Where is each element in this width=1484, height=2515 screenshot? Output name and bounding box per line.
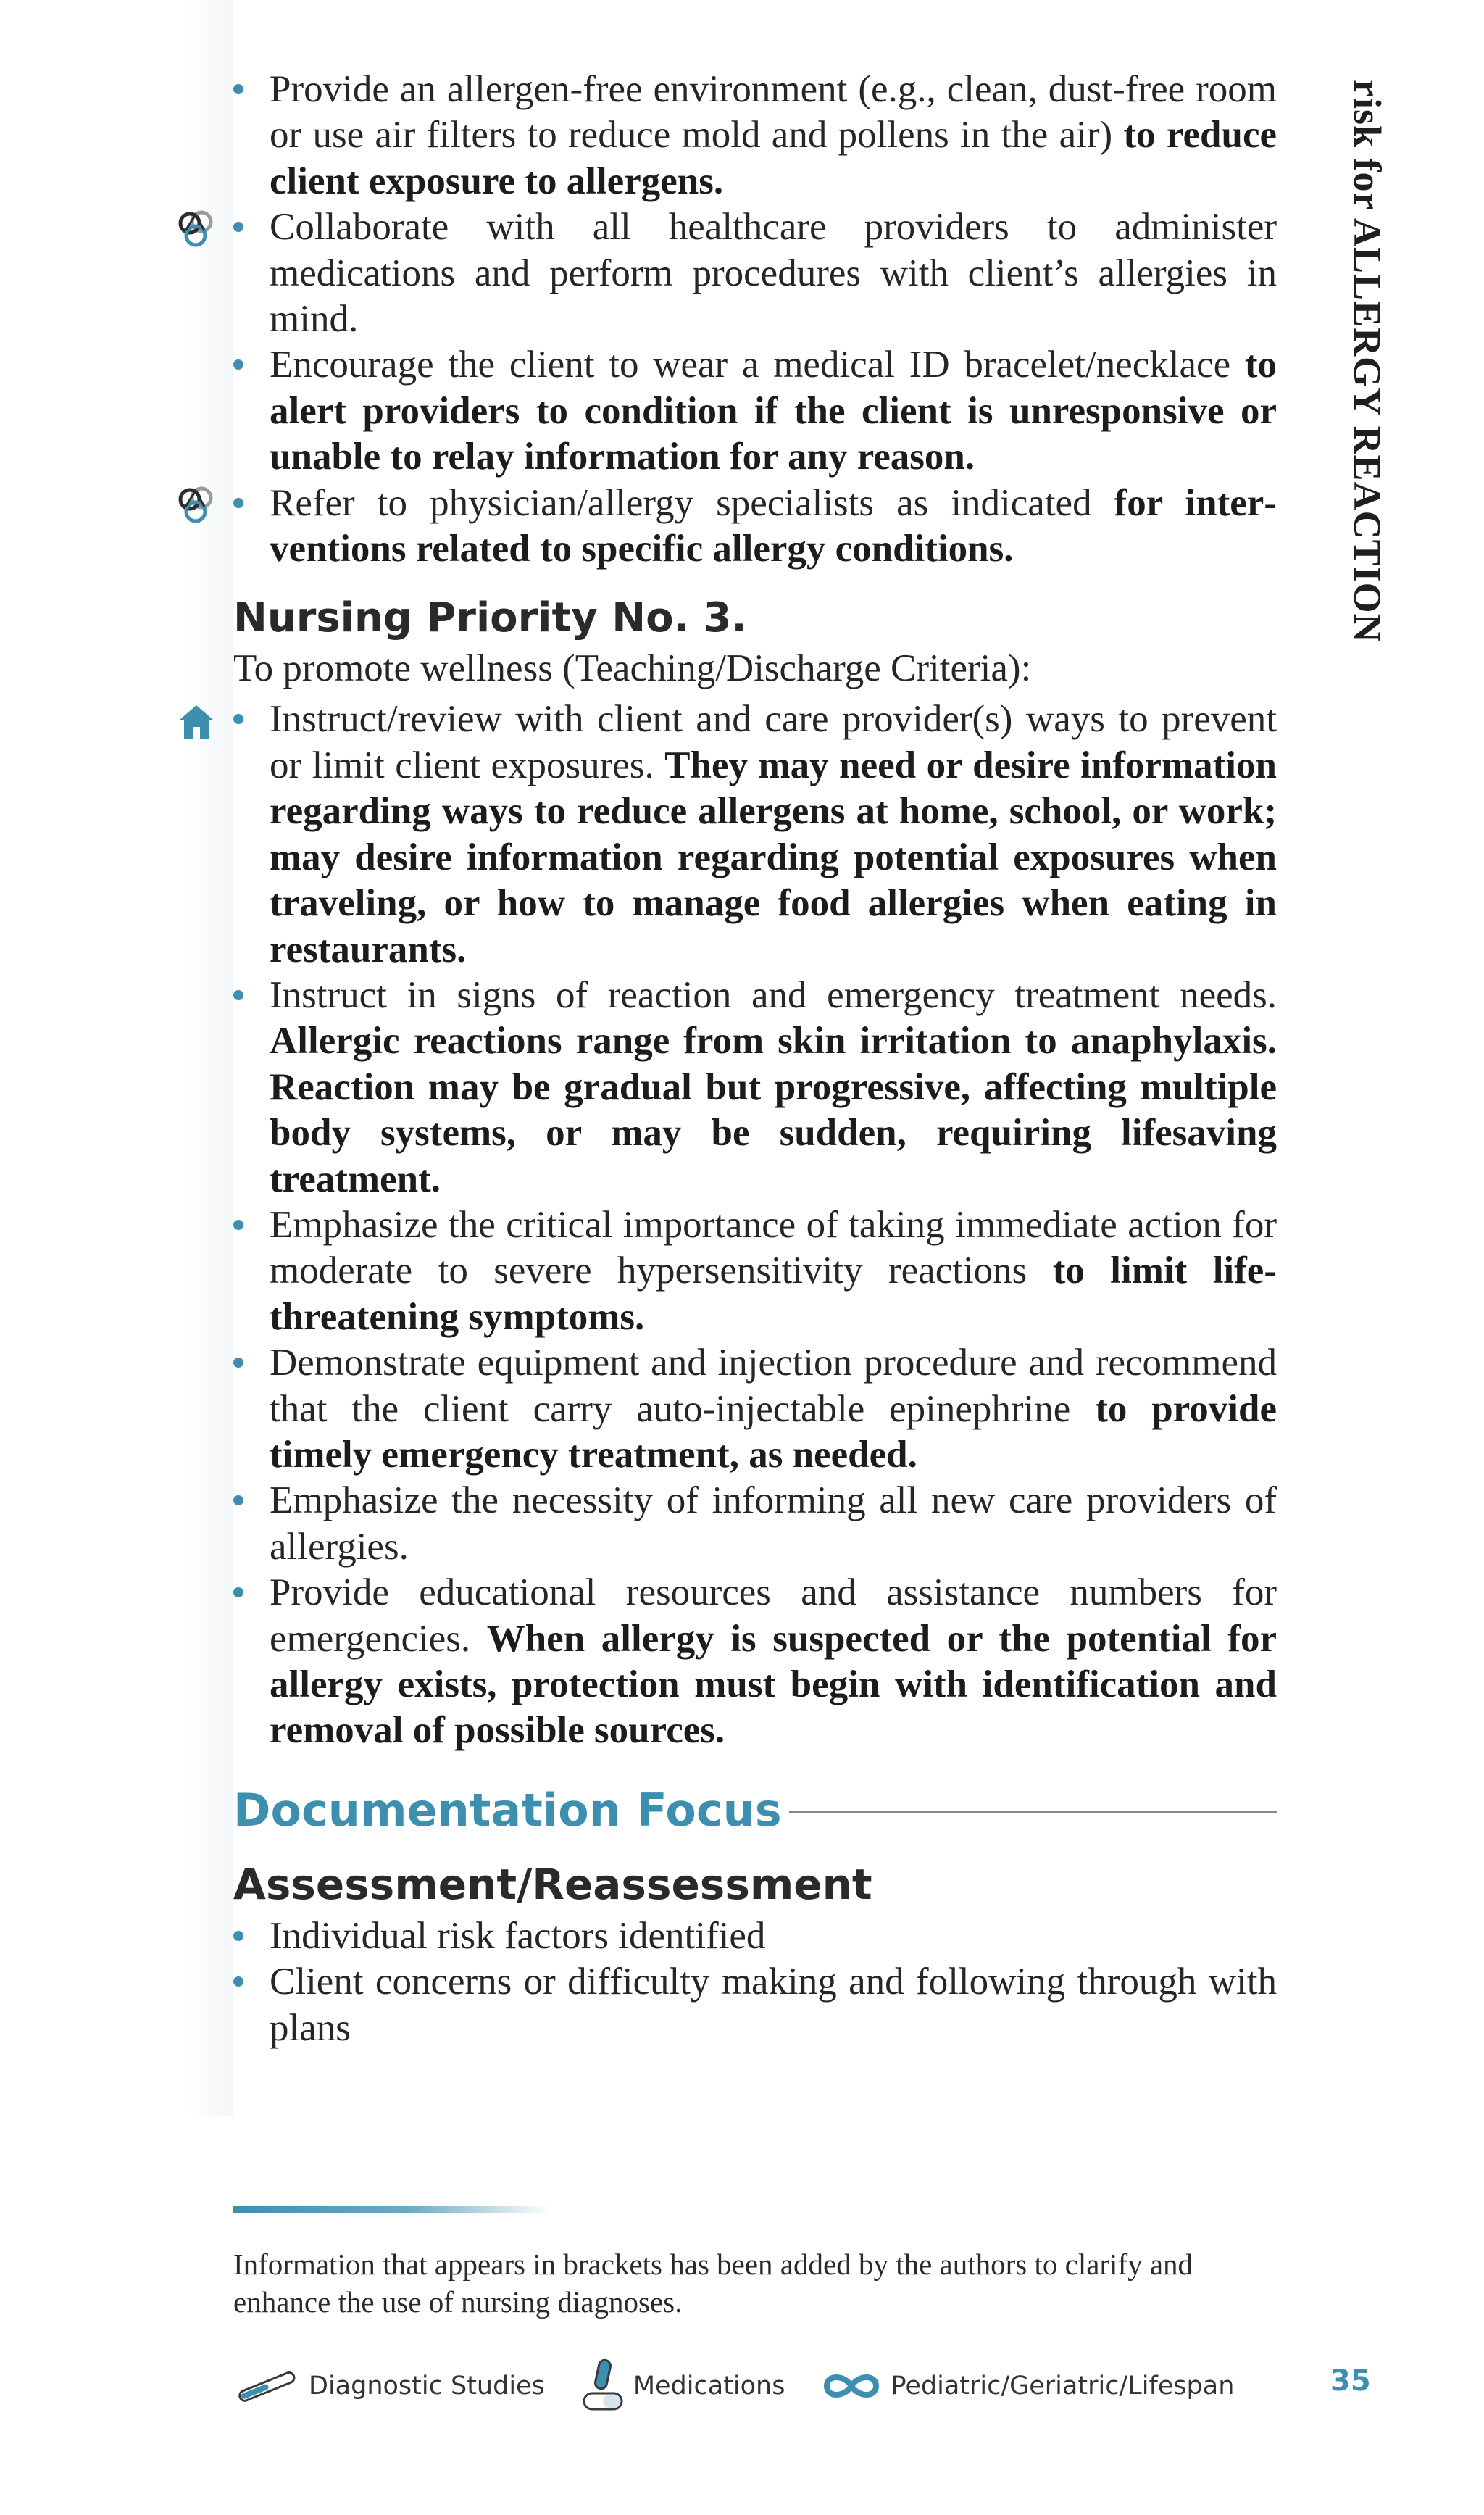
legend-lifespan [821,2370,1234,2402]
legend-diagnostic-label: Diagnostic Studies [309,2371,545,2400]
list-item [233,67,1277,204]
intervention-text: Provide educational resources and assistance numbers for emergencies. [270,1571,1277,1660]
legend-lifespan-label: Pediatric/Geriatric/Lifespan [891,2371,1235,2400]
rationale-text: When allergy is suspected or the potential for allergy exists, protection must begin with identification and removal of possible sources. [270,1617,1277,1752]
list-item [233,1202,1277,1340]
home-care-icon [175,701,217,743]
rationale-text: to provide timely emergency treatment, as needed. [270,1387,1277,1476]
list-item [233,1570,1277,1754]
rationale-text: They may need or desire information regarding ways to reduce allergens at home, school, or work; may desire information regarding potential exposures when traveling, or how to manage food allergies when eating in restaurants. [270,744,1277,970]
icon-legend [233,2357,1270,2415]
pill-icon [581,2357,625,2415]
intervention-text: Instruct in signs of reaction and emergency treatment needs. [270,973,1277,1016]
heading-rule [789,1811,1277,1813]
infinity-icon [821,2370,882,2402]
list-item [233,1913,1277,1959]
list-item [233,204,1277,342]
intervention-text: Collaborate with all healthcare providers to administer medications and perform procedures with client’s allergies in mind. [270,206,1277,341]
list-item [233,1959,1277,2051]
syringe-test-tube-icon [233,2368,300,2404]
documentation-focus-header [233,1780,1277,1841]
bullet-list-interventions [233,67,1277,572]
intervention-text: Demonstrate equipment and injection procedure and recommend that the client carry auto-injectable epinephrine [270,1342,1277,1430]
intervention-text: Emphasize the necessity of informing all new care providers of allergies. [270,1479,1277,1568]
legend-medications [581,2357,785,2415]
running-side-title: risk for ALLERGY REACTION [1346,80,1389,643]
intervention-text: Encourage the client to wear a medical ID bracelet/necklace [270,344,1245,386]
rationale-text: Allergic reactions range from skin irritation to anaphylaxis. Reaction may be gradual but progressive, affecting multiple body systems, or may be sudden, requiring lifesaving treatment. [270,1020,1277,1200]
rationale-text: to alert providers to condition if the client is unresponsive or unable to relay information for any reason. [270,344,1277,478]
bullet-list-assessment [233,1913,1277,2051]
list-item [233,481,1277,573]
margin-shade [187,0,233,2116]
nursing-priority-heading: Nursing Priority No. 3. [233,594,747,642]
list-item [233,1478,1277,1570]
collaborative-icon [175,485,217,527]
legend-medications-label: Medications [633,2371,785,2400]
intervention-text: Instruct/review with client and care provider(s) ways to prevent or limit client exposures. [270,698,1277,786]
legend-diagnostic [233,2368,545,2404]
list-item [233,697,1277,972]
list-item [233,1340,1277,1478]
assessment-subheading: Assessment/Reassessment [233,1859,872,1909]
intervention-text: Emphasize the critical importance of taking immediate action for moderate to severe hypersensitivity reactions [270,1203,1277,1292]
rationale-text: to reduce client exposure to allergens. [270,114,1277,202]
intervention-text: Client concerns or difficulty making and following through with plans [270,1961,1277,2049]
intervention-text: Provide an allergen-free environment (e.g., clean, dust-free room or use air filters to reduce mold and pollens in the air) [270,68,1277,157]
rationale-text: for interventions related to specific allergy conditions. [270,481,1277,570]
documentation-focus-heading: Documentation Focus [233,1783,782,1837]
page-number: 35 [1330,2364,1371,2398]
footnote: Information that appears in brackets has been added by the authors to clarify and enhance the use of nursing diagnoses. [233,2248,1193,2319]
list-item [233,342,1277,480]
nursing-priority-subheading: To promote wellness (Teaching/Discharge Criteria): [233,647,1032,690]
footnote-rule [233,2206,552,2213]
collaborative-icon [175,209,217,251]
bullet-list-wellness [233,697,1277,1753]
rationale-text: to limit lifethreatening symptoms. [270,1250,1277,1338]
page-content [233,67,1277,2051]
list-item [233,973,1277,1202]
intervention-text: Refer to physician/allergy specialists as indicated [270,481,1114,524]
intervention-text: Individual risk factors identified [270,1914,766,1957]
